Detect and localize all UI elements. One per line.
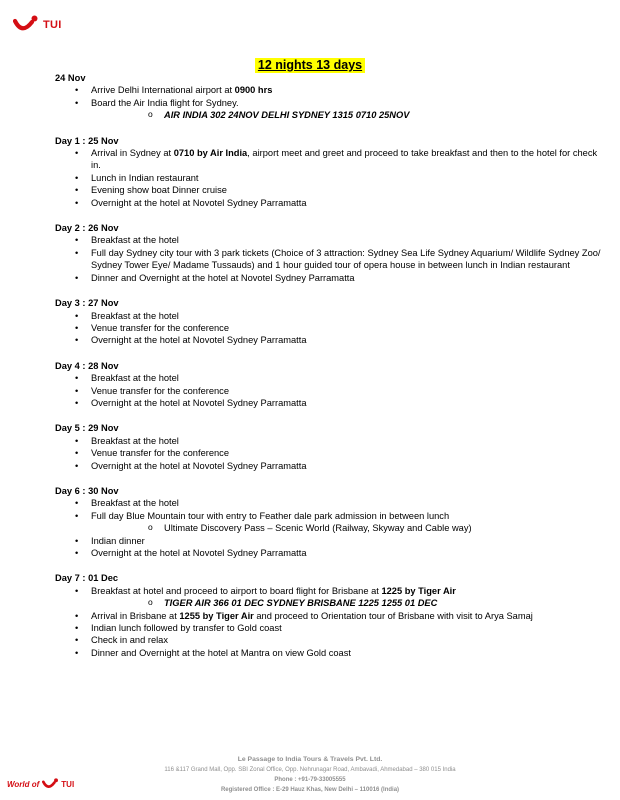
itinerary-item [55,585,605,610]
item-text: Overnight at the hotel at Novotel Sydney Parramatta [91,397,307,408]
item-text: Board the Air India flight for Sydney. [91,97,239,108]
tui-smile-icon [13,15,39,35]
itinerary-item [55,460,605,472]
day-items [55,372,605,409]
world-of-tui-brand: TUI [61,780,75,789]
itinerary-item [55,535,605,547]
tui-smile-small-icon [42,778,59,791]
itinerary-item [55,84,605,96]
item-text-bold: 0710 by Air India [173,148,248,159]
itinerary-item [55,322,605,334]
footer-registered: Registered Office : E-29 Hauz Khas, New Delhi – 110016 (India) [220,787,400,793]
day-items [55,497,605,559]
item-text-bold: 1225 by Tiger Air [381,585,456,596]
itinerary-item [55,272,605,284]
item-text: Dinner and Overnight at the hotel at Mantra on view Gold coast [91,647,351,658]
day-section [55,222,605,284]
itinerary-item [55,647,605,659]
footer-address: 116 &117 Grand Mall, Opp. SBI Zonal Office, Opp. Nehrunagar Road, Ambavadi, Ahmedabad – 380 015 India [164,767,456,773]
item-text: Venue transfer for the conference [91,322,229,333]
sub-item-text: Ultimate Discovery Pass – Scenic World (Railway, Skyway and Cable way) [164,523,472,534]
item-text: Arrival in Brisbane at [91,610,180,621]
itinerary-item [55,234,605,246]
day-items [55,234,605,284]
sub-item [91,522,605,534]
day-heading: Day 1 : 25 Nov [55,135,119,146]
itinerary-item [55,610,605,622]
item-text: Breakfast at the hotel [91,498,179,509]
itinerary-item [55,310,605,322]
item-text: Overnight at the hotel at Novotel Sydney Parramatta [91,548,307,558]
item-text: Venue transfer for the conference [91,385,229,396]
itinerary-item [55,184,605,196]
sub-items [91,522,605,534]
item-text: Breakfast at the hotel [91,435,179,446]
tui-logo-text: TUI [43,19,62,31]
sub-items [91,597,605,609]
day-items [55,84,605,121]
itinerary-item [55,397,605,409]
itinerary-item [55,372,605,384]
sub-item-text: TIGER AIR 366 01 DEC SYDNEY BRISBANE 1225 1255 01 DEC [164,598,438,609]
itinerary-item [55,147,605,172]
item-text-bold: 1255 by Tiger Air [179,610,254,621]
day-section [55,72,605,122]
item-text: Full day Sydney city tour with 3 park tickets (Choice of 3 attraction: Sydney Sea Life Sydney Aquarium/ Wildlife Sydney Zoo/ Sydney Tower Eye/ Madame Tussauds) and 1 hour guided tour of opera house in between lunch in Indian restaurant [91,247,601,271]
itinerary-item [55,97,605,122]
item-text: Full day Blue Mountain tour with entry to Feather dale park admission in between lunch [91,510,450,521]
item-text: Breakfast at the hotel [91,373,179,384]
itinerary-item [55,385,605,397]
item-text: Breakfast at the hotel [91,310,179,321]
item-text: Breakfast at hotel and proceed to airport to board flight for Brisbane at [91,585,382,596]
item-text: , airport meet and greet and proceed to take breakfast and then to the hotel for check in. [91,148,598,171]
item-text: Arrive Delhi International airport at [91,85,235,96]
day-section [55,135,605,209]
footer [0,755,620,795]
itinerary-item [55,197,605,209]
sub-item-text: AIR INDIA 302 24NOV DELHI SYDNEY 1315 0710 25NOV [164,110,410,121]
world-of-tui-logo [7,778,74,791]
item-text: Dinner and Overnight at the hotel at Novotel Sydney Parramatta [91,272,355,283]
itinerary-item [55,334,605,346]
day-heading: Day 2 : 26 Nov [55,223,119,234]
day-heading: 24 Nov [55,73,86,83]
item-text: and proceed to Orientation tour of Brisbane with visit to Arya Samaj [253,610,533,621]
day-section [55,485,605,559]
itinerary-item [55,634,605,646]
page-title: 12 nights 13 days [255,58,365,73]
footer-phone: Phone : +91-79-33005555 [274,777,346,783]
day-items [55,435,605,472]
item-text: Venue transfer for the conference [91,448,229,459]
item-text: Evening show boat Dinner cruise [91,185,227,196]
day-items [55,310,605,347]
day-section [55,297,605,347]
day-heading: Day 4 : 28 Nov [55,360,119,371]
day-items [55,585,605,659]
day-section [55,572,605,659]
sub-items [91,109,605,121]
day-section [55,422,605,472]
day-items [55,147,605,209]
itinerary [55,72,605,672]
item-text: Breakfast at the hotel [91,235,179,246]
item-text: Overnight at the hotel at Novotel Sydney Parramatta [91,460,307,471]
footer-company: Le Passage to India Tours & Travels Pvt. Ltd. [237,756,383,763]
itinerary-item [55,172,605,184]
flight-detail [91,109,605,121]
item-text: Lunch in Indian restaurant [91,172,199,183]
world-of-text: World of [7,780,40,789]
itinerary-item [55,497,605,509]
day-heading: Day 3 : 27 Nov [55,298,119,309]
item-text: Indian lunch followed by transfer to Gold coast [91,623,282,634]
itinerary-item [55,510,605,535]
itinerary-item [55,547,605,559]
itinerary-item [55,435,605,447]
day-heading: Day 6 : 30 Nov [55,485,119,496]
item-text: Indian dinner [91,535,145,546]
item-text-bold: 0900 hrs [234,85,273,96]
item-text: Overnight at the hotel at Novotel Sydney Parramatta [91,335,307,346]
itinerary-item [55,247,605,272]
flight-detail [91,597,605,609]
day-heading: Day 5 : 29 Nov [55,423,119,434]
day-section [55,360,605,410]
tui-logo [13,15,62,35]
item-text: Check in and relax [91,635,168,646]
itinerary-item [55,447,605,459]
itinerary-item [55,622,605,634]
item-text: Overnight at the hotel at Novotel Sydney Parramatta [91,197,307,208]
day-heading: Day 7 : 01 Dec [55,573,119,584]
item-text: Arrival in Sydney at [91,148,174,159]
